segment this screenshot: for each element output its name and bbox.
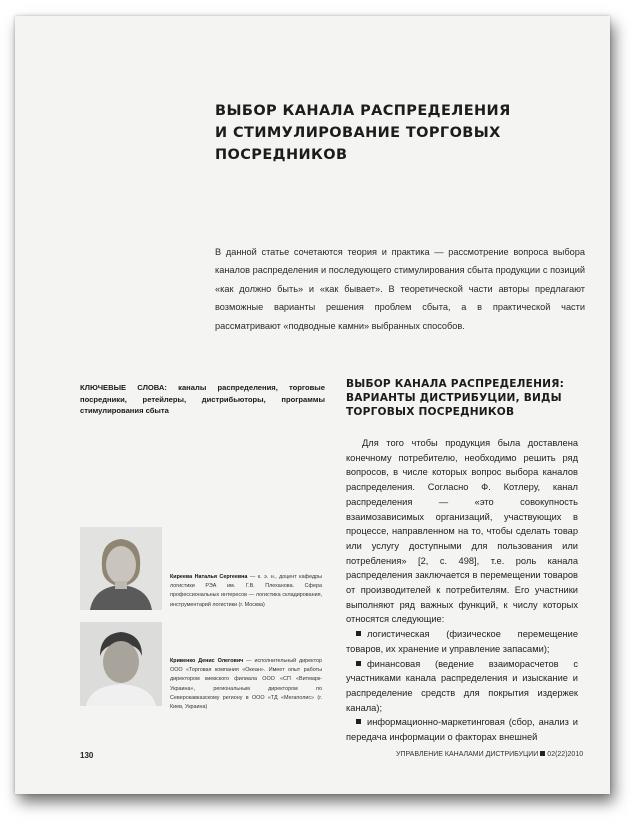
title-line-2: И СТИМУЛИРОВАНИЕ ТОРГОВЫХ <box>215 125 501 141</box>
author-photo-kireeva <box>80 527 162 610</box>
author-description: — к. э. н., доцент кафедры логистики РЭА им. Г.В. Плеханова. Сфера профессиональных интересов — логистика складирования, инструментарий логистики (г. Москва) <box>170 574 322 608</box>
bullet-item-marketing <box>346 715 578 744</box>
journal-footer <box>396 751 583 758</box>
journal-issue: 02(22)2010 <box>547 751 584 758</box>
square-separator-icon <box>540 751 545 756</box>
article-title <box>215 100 555 166</box>
section-body <box>346 436 578 745</box>
article-lead: В данной статье сочетаются теория и практика — рассмотрение вопроса выбора каналов распределения и последующего стимулирования сбыта продукции с позиций «как должно быть» и «как бывает». В теоретической части авторы предлагают возможные варианты решения проблем сбыта, а в практической части рассматривают «подводные камни» выбранных способов. <box>215 247 585 331</box>
bullet-square-icon <box>356 719 361 724</box>
bullet-text: логистическая (физическое перемещение товаров, их хранение и управление запасами); <box>346 629 578 654</box>
author-bio-krivenko <box>170 657 322 712</box>
section-title-line-3: ТОРГОВЫХ ПОСРЕДНИКОВ <box>346 406 515 418</box>
title-line-1: ВЫБОР КАНАЛА РАСПРЕДЕЛЕНИЯ <box>215 103 511 119</box>
author-photo-krivenko <box>80 622 162 706</box>
bullet-square-icon <box>356 631 361 636</box>
section-title-line-1: ВЫБОР КАНАЛА РАСПРЕДЕЛЕНИЯ: <box>346 378 565 390</box>
author-name: Кривенко Денис Олегович <box>170 658 244 664</box>
bullet-item-finance <box>346 657 578 716</box>
bullet-square-icon <box>356 661 361 666</box>
page-number: 130 <box>80 751 94 760</box>
keywords-label: КЛЮЧЕВЫЕ СЛОВА: <box>80 383 167 392</box>
journal-name: УПРАВЛЕНИЕ КАНАЛАМИ ДИСТРИБУЦИИ <box>396 751 539 758</box>
section-title-line-2: ВАРИАНТЫ ДИСТРИБУЦИИ, ВИДЫ <box>346 392 562 404</box>
bullet-item-logistics <box>346 627 578 656</box>
keywords-text: каналы распределения, торговые посредники, ретейлеры, дистрибьюторы, программы стимулирования сбыта <box>80 383 325 415</box>
bullet-text: информационно-маркетинговая (сбор, анализ и передача информации о факторах внешней <box>346 717 578 743</box>
author-bio-kireeva <box>170 573 322 610</box>
bullet-text: финансовая (ведение взаиморасчетов с участниками канала распределения и изыскание и распределение средств для покрытия издержек канала); <box>346 658 578 713</box>
title-line-3: ПОСРЕДНИКОВ <box>215 147 348 163</box>
author-name: Киреева Наталья Сергеевна <box>170 574 248 580</box>
section-title <box>346 377 576 419</box>
author-description: — исполнительный директор ООО «Торговая компания «Океан». Имеет опыт работы директором киевского филиала ООО «СП «Витмарк-Украина», региональным директором по Северокавказскому региону в ООО «ТД «Мегаполис» (г. Киев, Украина) <box>170 658 323 711</box>
keywords <box>80 382 325 417</box>
body-paragraph: Для того чтобы продукция была доставлена конечному потребителю, необходимо решить ряд вопросов, в числе которых вопрос выбора каналов распределения. Согласно Ф. Котлеру, канал распределения — «это совокупность взаимозависимых организаций, участвующих в процессе, направленном на то, чтобы сделать товар или услугу доступными для пользования или потребления» [2, с. 498], т.е. роль канала распределения заключается в перемещении товаров от производителей к потребителям. Его участники выполняют ряд важных функций, к числу которых относятся следующие: <box>346 438 578 625</box>
